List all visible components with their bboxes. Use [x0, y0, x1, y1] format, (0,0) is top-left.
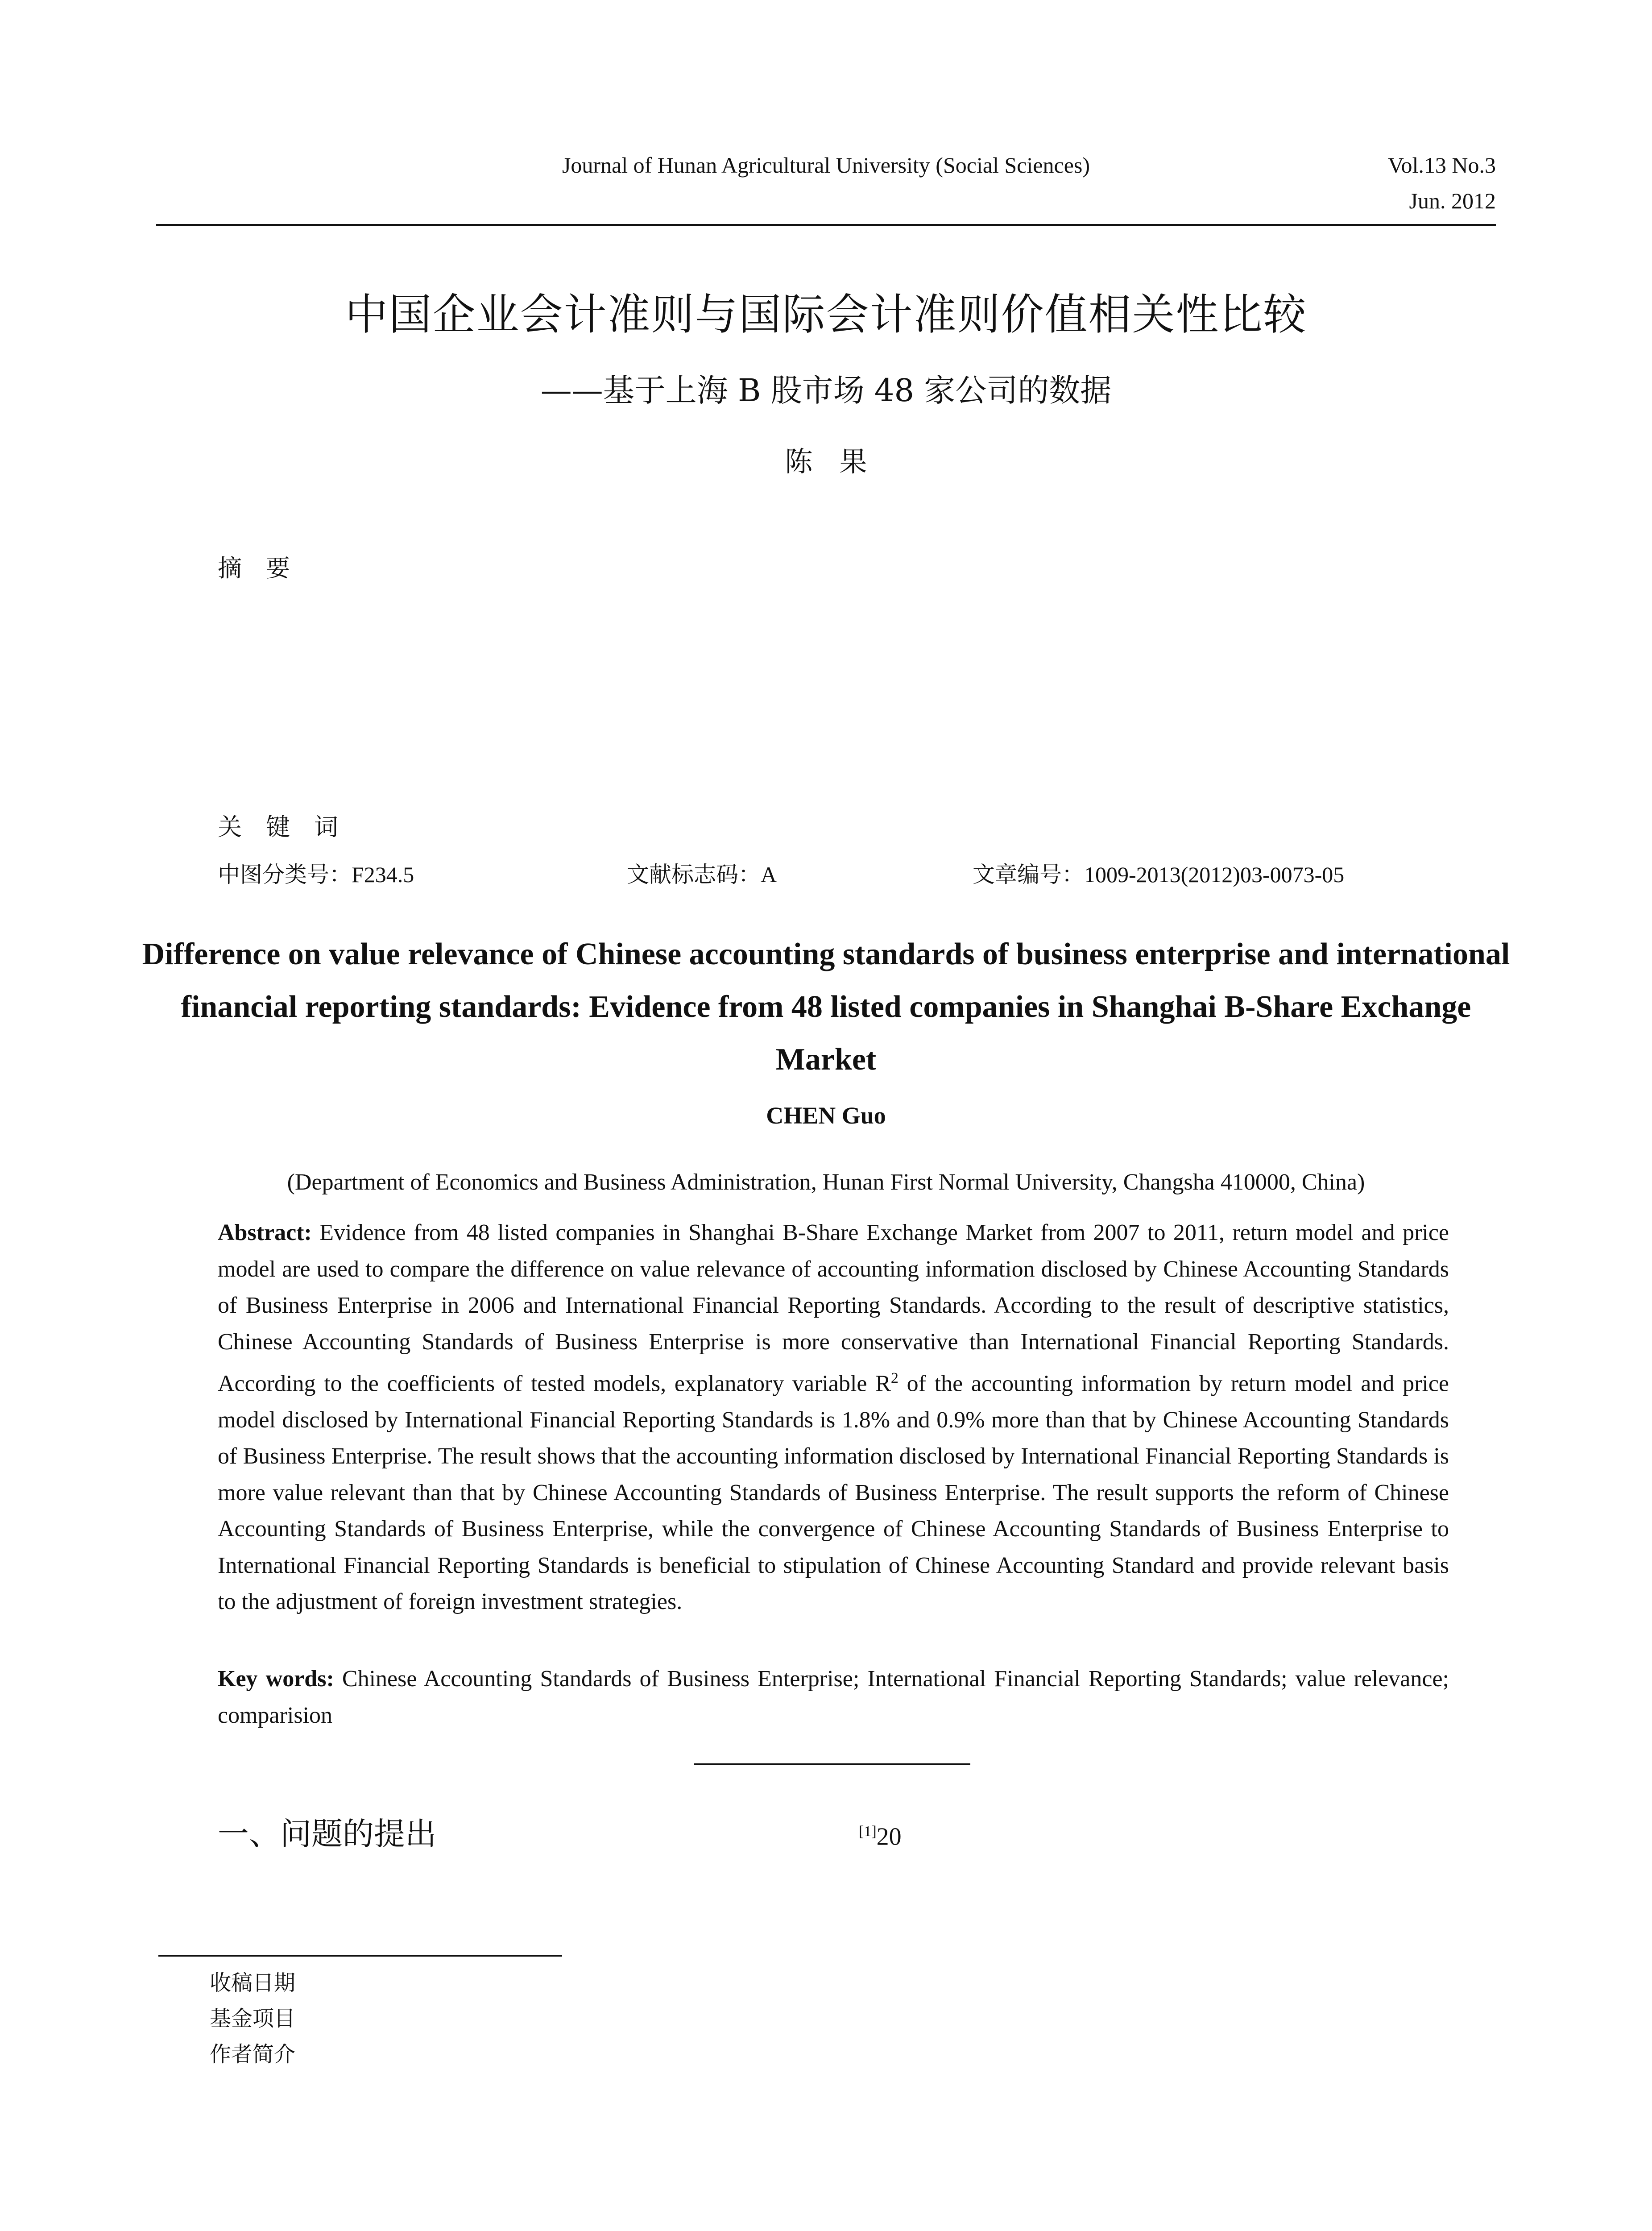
body-text-line: [859, 2003, 1510, 2053]
article-number: [973, 857, 1344, 892]
en-keywords-label: Key words:: [218, 1666, 334, 1692]
footnote-author: [210, 2037, 295, 2072]
doc-code-value: A: [761, 862, 777, 887]
en-author: CHEN Guo: [766, 1102, 886, 1129]
footnote-rule: [158, 1955, 562, 1957]
en-title: Difference on value relevance of Chinese accounting standards of business enterprise and international financial reporting standards: Evidence from 48 listed companies in Shanghai B-Share Exchange Market: [142, 937, 1510, 1077]
en-abstract-text: Evidence from 48 listed companies in Shanghai B-Share Exchange Market from 2007 to 2011, return model and price model are used to compare the difference on value relevance of accounting information disclosed by Chinese Accounting Standards of Business Enterprise in 2006 and International Financial Reporting Standards. According to the result of descriptive statistics, Chinese Accounting Standards of Business Enterprise is more conservative than International Financial Reporting Standards. According to the coefficients of tested models, explanatory variable R: [218, 1220, 1449, 1397]
header-center: [156, 147, 1496, 183]
abstract-separator-rule: [694, 1763, 970, 1765]
header-right: [1388, 147, 1496, 219]
cn-abstract-label: 摘 要: [218, 554, 290, 582]
document-code: [627, 857, 777, 892]
body-text-tail: 20: [876, 1823, 902, 1851]
author-bio-label: 作者简介: [210, 2042, 296, 2067]
en-affiliation: (Department of Economics and Business Administration, Hunan First Normal University, Changsha 410000, China): [287, 1169, 1365, 1195]
clc-number: [218, 857, 414, 892]
en-abstract-text-cont: of the accounting information by return model and price model disclosed by International Financial Reporting Standards is 1.8% and 0.9% more than that by Chinese Accounting Standards of Business Enterprise. The result shows that the accounting information disclosed by International Financial Reporting Standards is more value relevant than that by Chinese Accounting Standards of Business Enterprise. The result supports the reform of Chinese Accounting Standards of Business Enterprise, while the convergence of Chinese Accounting Standards of Business Enterprise to International Financial Reporting Standards is beneficial to stipulation of Chinese Accounting Standard and provide relevant basis to the adjustment of foreign investment strategies.: [218, 1371, 1449, 1615]
clc-value: F234.5: [352, 862, 414, 887]
en-abstract-label: Abstract:: [218, 1220, 312, 1245]
cn-abstract-line: [218, 667, 1434, 706]
body-text-line: [218, 1879, 793, 1919]
superscript: 2: [890, 1370, 898, 1386]
body-text-line: [859, 1954, 1510, 2003]
footnote-received: [210, 1966, 295, 2001]
cn-abstract-line: [218, 706, 1434, 745]
running-header: [156, 147, 1496, 223]
article-number-label: 文章编号：: [973, 862, 1084, 887]
cn-abstract-line: [218, 588, 1434, 627]
en-keywords: [218, 1661, 1449, 1733]
volume-issue: Vol.13 No.3: [1387, 153, 1496, 178]
cn-keywords: [218, 808, 338, 848]
cn-abstract: [218, 549, 1434, 784]
body-text-line: [859, 1905, 1510, 1954]
issue-date: Jun. 2012: [1409, 188, 1496, 213]
clc-label: 中图分类号：: [218, 862, 352, 887]
header-rule: [156, 224, 1496, 226]
section-heading: 一、问题的提出: [218, 1816, 436, 1852]
cn-abstract-line: [218, 627, 1434, 667]
en-keywords-text: Chinese Accounting Standards of Business Enterprise; International Financial Reporting Standards; value relevance; comparision: [218, 1666, 1449, 1728]
cn-keywords-label: 关 键 词: [218, 813, 338, 841]
doc-code-label: 文献标志码：: [627, 862, 761, 887]
footnote-fund: [210, 2001, 295, 2036]
cn-abstract-line: [218, 549, 1434, 588]
right-column: [859, 1807, 1510, 2102]
body-text-line: [859, 1807, 1510, 1856]
article-number-value: 1009-2013(2012)03-0073-05: [1084, 862, 1345, 887]
fund-label: 基金项目: [210, 2006, 296, 2031]
cn-author: 陈果: [785, 445, 894, 478]
cn-title: 中国企业会计准则与国际会计准则价值相关性比较: [345, 290, 1307, 340]
received-label: 收稿日期: [210, 1970, 296, 1995]
body-text-line: [859, 2053, 1510, 2102]
journal-name: Journal of Hunan Agricultural University (Social Sciences): [562, 153, 1090, 178]
en-abstract: [218, 1215, 1449, 1620]
body-text-line: [859, 1856, 1510, 1905]
cn-subtitle: ——基于上海 B 股市场 48 家公司的数据: [540, 372, 1112, 409]
citation-ref: [1]: [859, 1823, 877, 1840]
cn-abstract-line: [218, 745, 1434, 784]
